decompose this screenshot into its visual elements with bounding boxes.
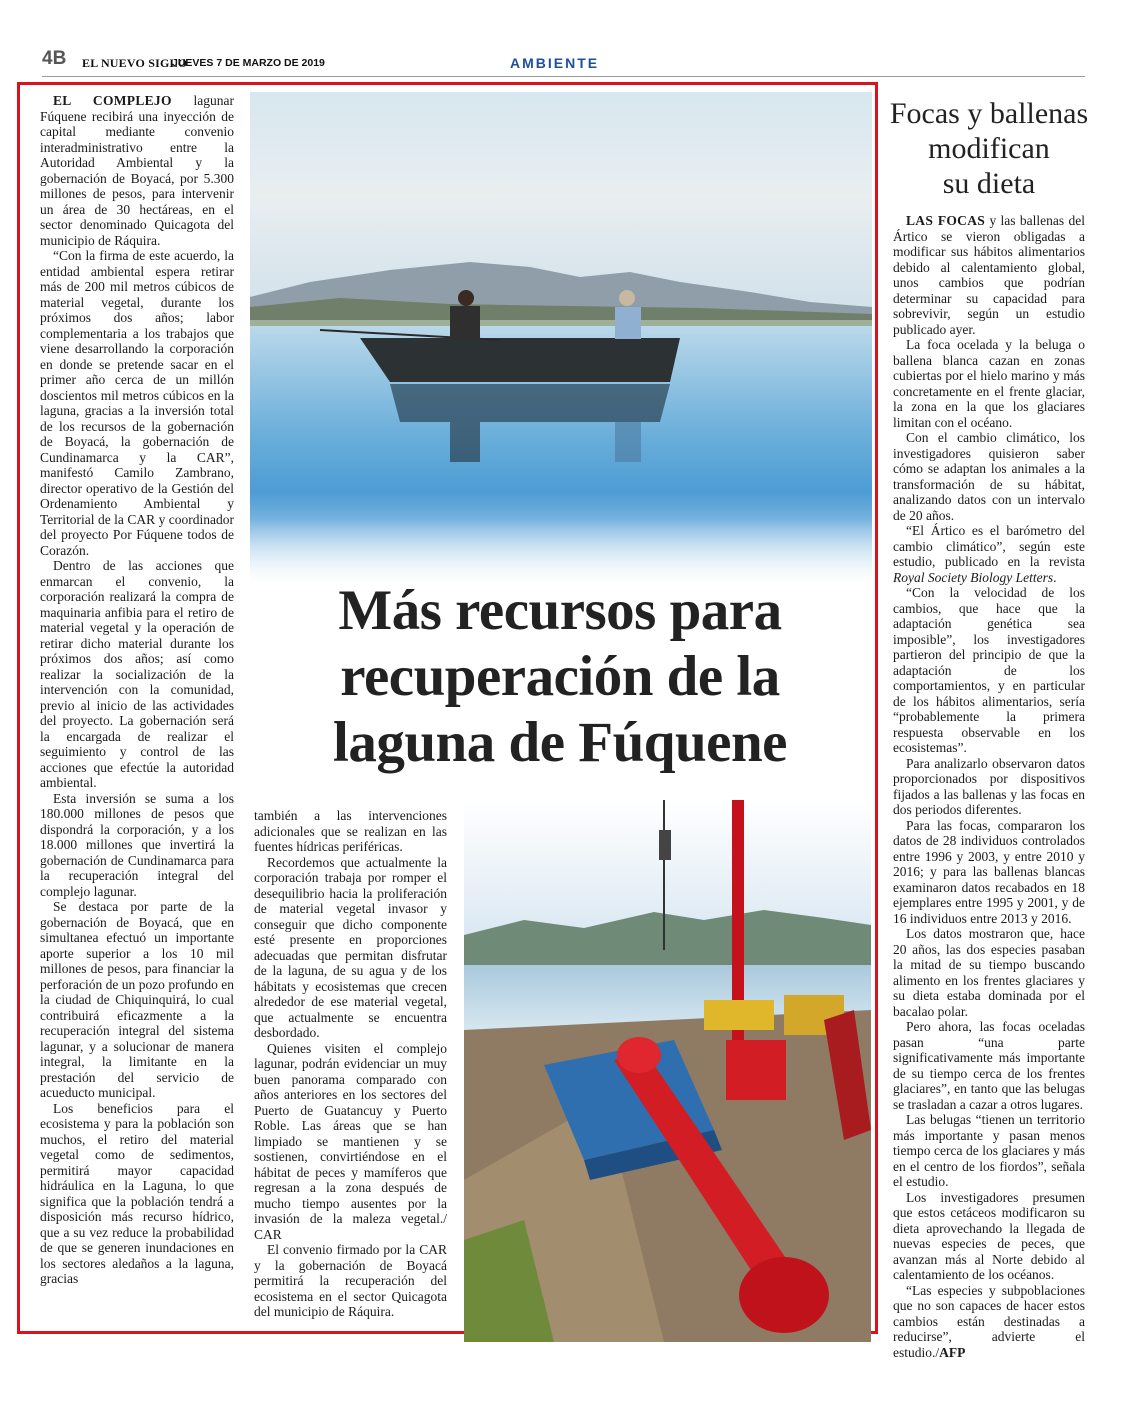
side-title-line: su dieta — [942, 167, 1036, 200]
main-article-paragraph: Se destaca por parte de la gobernación de Boyacá, que en simultanea efectuó un importante aporte superior a los 10 mil millones de pesos, para financiar la perforación de un pozo profundo en la ciudad de Chiquinquirá, lo cual contribuirá eficazmente a la recuperación integral del sistema lagunar, y a solucionar de manera integral, la limitante en la prestación del servicio de acueducto municipal. — [40, 899, 234, 1100]
main-article-paragraph: El convenio firmado por la CAR y la gobernación de Boyacá permitirá la recuperación del ecosistema en el sector Quicagota del municipio de Ráquira. — [254, 1242, 447, 1319]
side-article-paragraph: “El Ártico es el barómetro del cambio climático”, según este estudio, publicado en la revista Royal Society Biology Letters. — [893, 523, 1085, 585]
side-article-paragraph: Pero ahora, las focas oceladas pasan “una parte significativamente más importante de su tiempo cerca de los frentes glaciares”, en tanto que las belugas se trasladan a cazar a otros lugares. — [893, 1019, 1085, 1112]
agency-credit: AFP — [939, 1344, 966, 1360]
main-article-paragraph: EL COMPLEJO lagunar Fúquene recibirá una inyección de capital mediante convenio interadministrativo entre la Autoridad Ambiental y la gobernación de Boyacá, por 5.300 millones de pesos, para intervenir un área de 30 hectáreas, en el sector denominado Quicagota del municipio de Ráquira. — [40, 93, 235, 248]
dredging-machinery-photo — [464, 800, 871, 1342]
main-article-column-1 — [40, 93, 234, 1287]
header-rule — [42, 76, 1085, 77]
main-article-paragraph: Dentro de las acciones que enmarcan el convenio, la corporación realizará la compra de maquinaria anfibia para el retiro de material vegetal y la operación de retirar dicho material durante los próximos dos años; así como realizar la socialización de la intervención con la comunidad, previo al inicio de las actividades del proyecto. La gobernación será la encargada de realizar el seguimiento y control de las acciones que efectúe la autoridad ambiental. — [40, 558, 234, 790]
side-article-paragraph: Las belugas “tienen un territorio más importante y pasan menos tiempo cerca de los glaciares y más en el centro de los fiordos”, señala el estudio. — [893, 1112, 1085, 1189]
newspaper-name: EL NUEVO SIGLO — [82, 56, 188, 70]
side-article-paragraph: Para analizarlo observaron datos proporcionados por dispositivos fijados a las ballenas y las focas en dos periodos diferentes. — [893, 755, 1085, 817]
main-article-paragraph: Quienes visiten el complejo lagunar, podrán evidenciar un muy buen panorama comparado con años anteriores en los sectores del Puerto de Guatancuy y Puerto Roble. Las áreas que se han limpiado se mantienen y se sostienen, convirtiéndose en el hábitat de peces y mamíferos que regresan a la zona después de mucho tiempo ausentes por la invasión de la maleza vegetal./ CAR — [254, 1040, 447, 1242]
side-article-paragraph: LAS FOCAS y las ballenas del Ártico se vieron obligadas a modificar sus hábitos alimentarios debido al calentamiento global, unos cambios que podrían determinar su capacidad para sobrevivir, según un estudio publicado ayer. — [893, 213, 1085, 337]
main-article-paragraph: también a las intervenciones adicionales que se realizan en las fuentes hídricas periféricas. — [254, 808, 447, 854]
main-article-paragraph: Esta inversión se suma a los 180.000 millones de pesos que dispondrá la corporación, y a los 18.000 millones que invertirá la gobernación de Cundinamarca para la recuperación integral del complejo lagunar. — [40, 790, 234, 899]
section-label: AMBIENTE — [510, 55, 600, 71]
side-title-line: modifican — [928, 132, 1050, 165]
issue-date: JUEVES 7 DE MARZO DE 2019 — [172, 57, 325, 69]
side-article-title — [889, 96, 1089, 201]
main-article-paragraph: Los beneficios para el ecosistema y para la población son muchos, el retiro del material vegetal como de sedimentos, permitirá mayor capacidad hidráulica en la Laguna, lo que significa que la población tendrá a disposición más recurso hídrico, que a su vez reduce la probabilidad de que se generen inundaciones en los sectores aledaños a la laguna, gracias — [40, 1100, 234, 1286]
lake-boat-photo — [250, 92, 872, 584]
side-title-line: Focas y ballenas — [889, 97, 1089, 130]
main-headline: Más recursos para recuperación de la laguna de Fúquene — [333, 579, 787, 774]
main-article-paragraph: Recordemos que actualmente la corporación trabaja por romper el desequilibrio hacia la proliferación de material vegetal invasor y conseguir que dicho componente esté presente en proporciones adecuadas que permitan disfrutar de la laguna, de su agua y de los hábitats y ecosistemas que crecen alrededor de ese material vegetal, que actualmente se encuentra desbordado. — [254, 854, 447, 1040]
side-article-body — [893, 213, 1085, 1360]
side-article-paragraph: Para las focas, compararon los datos de 28 individuos controlados entre 1996 y 2003, y entre 2010 y 2016; y para las ballenas blancas examinaron datos recabados en 18 ejemplares entre 1995 y 2001, y de 16 individuos entre 2013 y 2016. — [893, 817, 1085, 926]
lead-word: EL COMPLEJO — [53, 93, 172, 108]
side-article-paragraph: “Con la velocidad de los cambios, que hace que la adaptación genética sea imposible”, los investigadores partieron del principio de que la adaptación de los comportamientos, y en particular de los hábitos alimentarios, sería “probablemente la primera respuesta observable en los ecosistemas”. — [893, 585, 1085, 755]
main-article-paragraph: “Con la firma de este acuerdo, la entidad ambiental espera retirar más de 200 mil metros cúbicos de material vegetal, durante los próximos dos años; labor complementaria a los trabajos que viene desarrollando la corporación en donde se pretende sacar en el primer año cerca de un millón doscientos mil metros cúbicos en la laguna, gracias a la inversión total de los recursos de la gobernación de Boyacá, la gobernación de Cundinamarca y la CAR”, manifestó Camilo Zambrano, director operativo de la Gestión del Ordenamiento Ambiental y Territorial de la CAR y coordinador del proyecto Por Fúquene todos de Corazón. — [40, 248, 234, 558]
journal-name: Royal Society Biology Letters — [893, 569, 1054, 585]
side-article-paragraph: Los investigadores presumen que estos cetáceos modificaron su dieta aprovechando la llegada de nuevas especies de peces, que avanzan más al Norte debido al calentamiento de los océanos. — [893, 1189, 1085, 1282]
side-article-paragraph: Los datos mostraron que, hace 20 años, las dos especies pasaban la mitad de su tiempo buscando alimento en los frentes glaciares y su dieta estaba dominada por el bacalao polar. — [893, 926, 1085, 1019]
side-article-paragraph: La foca ocelada y la beluga o ballena blanca cazan en zonas cubiertas por el hielo marino y más concretamente en el frente glaciar, la zona en la que los glaciares limitan con el océano. — [893, 337, 1085, 430]
page-number: 4B — [42, 48, 67, 69]
side-article-paragraph: Con el cambio climático, los investigadores quisieron saber cómo se adaptan los animales a la transformación de su hábitat, analizando datos con un intervalo de 20 años. — [893, 430, 1085, 523]
main-article-column-2 — [254, 808, 447, 1320]
side-lead-word: LAS FOCAS — [906, 213, 986, 228]
side-article-paragraph: “Las especies y subpoblaciones que no son capaces de hacer estos cambios están destinadas a reducirse”, advierte el estudio./AFP — [893, 1282, 1085, 1360]
